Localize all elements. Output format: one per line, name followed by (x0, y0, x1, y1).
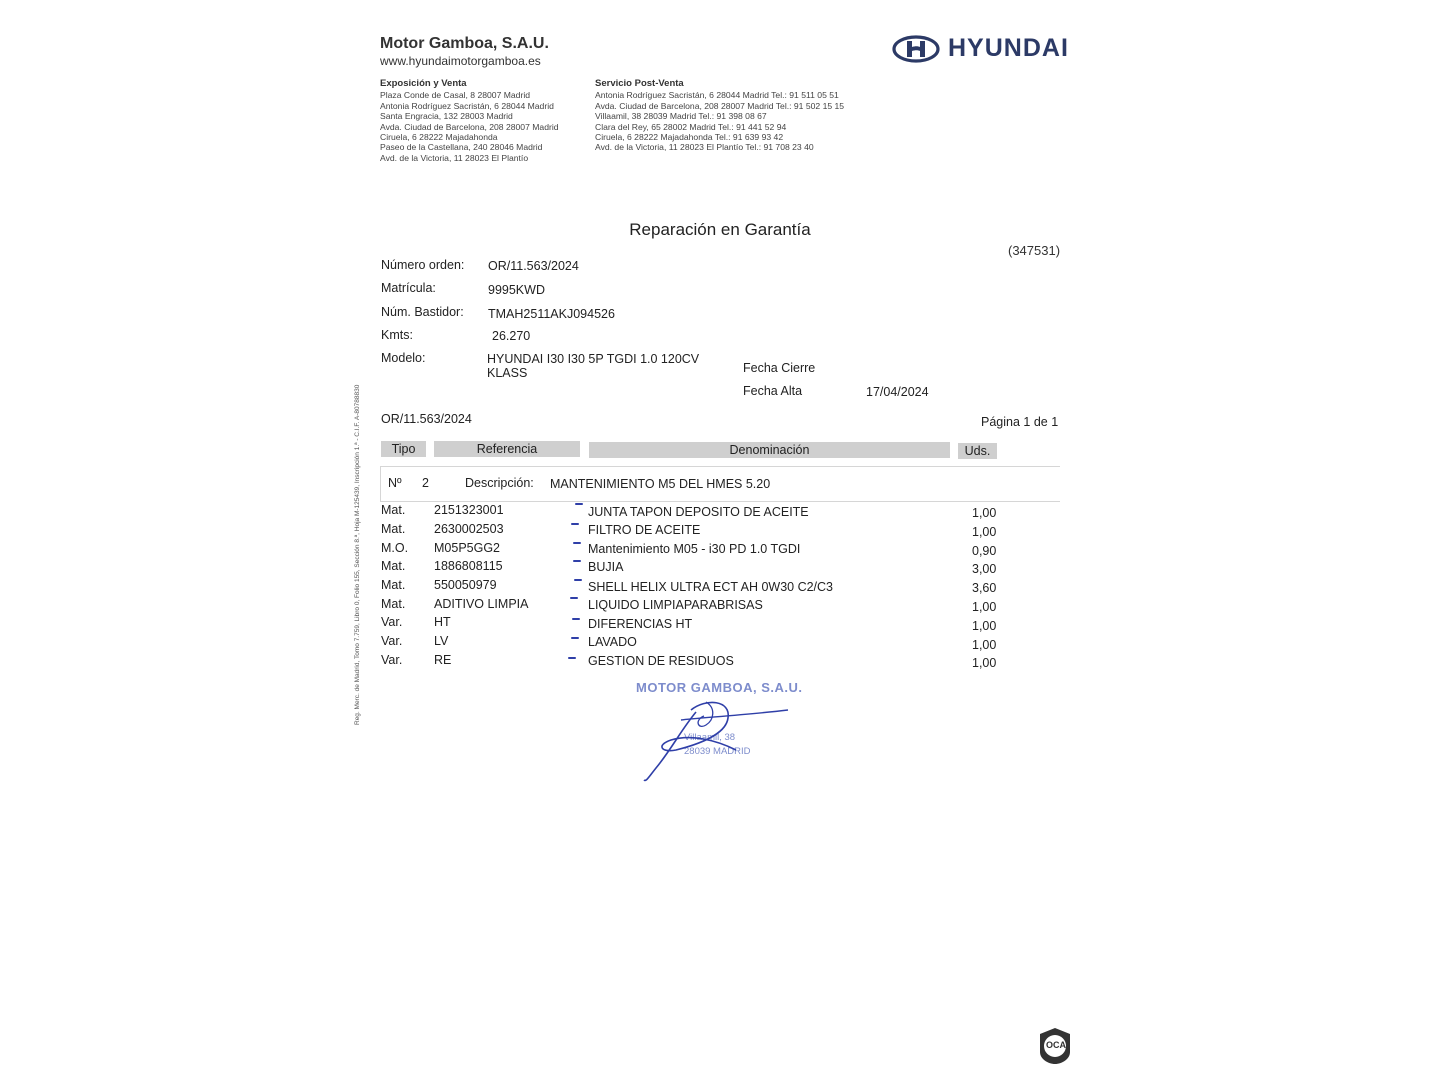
check-mark-icon (575, 503, 583, 505)
document-title: Reparación en Garantía (629, 220, 811, 239)
open-date-value: 17/04/2024 (866, 385, 929, 399)
model-value-line1: HYUNDAI I30 I30 5P TGDI 1.0 120CV (487, 352, 700, 366)
model-label: Modelo: (381, 351, 426, 365)
row-uds: 0,90 (972, 544, 997, 558)
stamp-city-line: 28039 MADRID (684, 746, 751, 757)
row-denominacion: GESTION DE RESIDUOS (588, 654, 734, 668)
kms-value: 26.270 (492, 329, 531, 343)
company-stamp (636, 680, 803, 757)
reference-code: (347531) (1008, 243, 1061, 258)
page-indicator: Página 1 de 1 (981, 415, 1059, 429)
column-header-tipo: Tipo (381, 441, 426, 457)
row-denominacion: DIFERENCIAS HT (588, 617, 693, 631)
oca-seal-text: OCA (1046, 1040, 1066, 1050)
check-mark-icon (573, 560, 581, 562)
row-tipo: Var. (381, 634, 403, 648)
plate-label: Matrícula: (381, 281, 436, 295)
service-branches (595, 79, 844, 153)
row-uds: 3,60 (972, 581, 997, 595)
column-header-denominacion: Denominación (589, 442, 950, 458)
row-tipo: Mat. (381, 559, 406, 573)
company-name: Motor Gamboa, S.A.U. (380, 35, 549, 52)
row-denominacion: LAVADO (588, 635, 637, 649)
row-denominacion: Mantenimiento M05 - i30 PD 1.0 TGDI (588, 542, 801, 556)
row-uds: 1,00 (972, 600, 997, 614)
sales-branches-title: Exposición y Venta (380, 78, 467, 89)
row-tipo: Var. (381, 615, 403, 629)
close-date-label: Fecha Cierre (743, 361, 816, 375)
chassis-value: TMAH2511AKJ094526 (488, 307, 615, 321)
kms-label: Kmts: (381, 328, 413, 342)
row-referencia: 1886808115 (434, 559, 503, 573)
check-mark-icon (571, 523, 579, 525)
check-mark-icon (572, 618, 580, 620)
check-mark-icon (573, 542, 581, 544)
row-uds: 3,00 (972, 562, 997, 576)
row-referencia: ADITIVO LIMPIA (434, 597, 529, 611)
row-tipo: Mat. (381, 503, 406, 517)
check-mark-icon (571, 637, 579, 639)
check-mark-icon (570, 597, 578, 599)
row-uds: 1,00 (972, 506, 997, 520)
order-number-label: Número orden: (381, 258, 465, 272)
service-branches-title: Servicio Post-Venta (595, 78, 684, 89)
column-header-referencia: Referencia (434, 441, 580, 457)
signature-icon (636, 690, 806, 790)
sales-branch-line: Paseo de la Castellana, 240 28046 Madrid (380, 142, 543, 153)
service-branch-line: Avd. de la Victoria, 11 28023 El Plantío Tel.: 91 708 23 40 (595, 142, 814, 153)
row-referencia: M05P5GG2 (434, 541, 501, 555)
plate-value: 9995KWD (488, 283, 545, 297)
row-uds: 1,00 (972, 525, 997, 539)
service-branch-line: Antonia Rodríguez Sacristán, 6 28044 Madrid Tel.: 91 511 05 51 (595, 90, 839, 101)
row-denominacion: BUJIA (588, 560, 624, 574)
stamp-address-line: Villaamil, 38 (684, 732, 736, 743)
description-label: Descripción: (465, 476, 534, 490)
sales-branch-line: Avd. de la Victoria, 11 28023 El Plantío (380, 152, 529, 163)
stamp-company-name: MOTOR GAMBOA, S.A.U. (636, 680, 803, 695)
row-tipo: M.O. (381, 541, 409, 555)
order-reference: OR/11.563/2024 (381, 412, 472, 426)
row-tipo: Mat. (381, 578, 406, 592)
row-tipo: Mat. (381, 522, 406, 536)
row-denominacion: SHELL HELIX ULTRA ECT AH 0W30 C2/C3 (588, 580, 834, 594)
sales-branch-line: Santa Engracia, 132 28003 Madrid (380, 111, 513, 122)
model-value-line2: KLASS (487, 366, 528, 380)
service-branch-line: Villaamil, 38 28039 Madrid Tel.: 91 398 08 67 (595, 111, 767, 122)
row-referencia: HT (434, 615, 451, 629)
service-branch-line: Ciruela, 6 28222 Majadahonda Tel.: 91 639 93 42 (595, 132, 784, 143)
sales-branch-line: Antonia Rodríguez Sacristán, 6 28044 Madrid (380, 100, 554, 111)
sales-branches (380, 79, 559, 163)
service-branch-line: Avda. Ciudad de Barcelona, 208 28007 Madrid Tel.: 91 502 15 15 (595, 100, 845, 111)
row-denominacion: LIQUIDO LIMPIAPARABRISAS (588, 598, 763, 612)
brand-logo-text: HYUNDAI (948, 34, 1069, 62)
company-website: www.hyundaimotorgamboa.es (380, 54, 541, 68)
row-referencia: 550050979 (434, 578, 497, 592)
row-tipo: Var. (381, 653, 403, 667)
certification-seal (1038, 1026, 1072, 1066)
row-denominacion: JUNTA TAPON DEPOSITO DE ACEITE (588, 505, 809, 519)
sales-branch-line: Plaza Conde de Casal, 8 28007 Madrid (380, 90, 531, 101)
row-referencia: LV (434, 634, 449, 648)
check-mark-icon (574, 579, 582, 581)
order-number-value: OR/11.563/2024 (488, 259, 579, 273)
hyundai-logo-icon (892, 35, 940, 63)
service-branch-line: Clara del Rey, 65 28002 Madrid Tel.: 91 441 52 94 (595, 121, 787, 132)
open-date-label: Fecha Alta (743, 384, 803, 398)
column-header-uds: Uds. (958, 443, 997, 459)
row-referencia: RE (434, 653, 452, 667)
brand-logo (892, 34, 1069, 63)
check-mark-icon (568, 657, 576, 659)
row-uds: 1,00 (972, 638, 997, 652)
sales-branch-line: Ciruela, 6 28222 Majadahonda (380, 132, 498, 143)
sales-branch-line: Avda. Ciudad de Barcelona, 208 28007 Madrid (380, 121, 559, 132)
registry-side-text: Reg. Merc. de Madrid, Tomo 7.759, Libro 0, Folio 155, Sección 8.ª, Hoja M-125439, Inscripción 1.ª - C.I.F. A-80788830 (354, 384, 361, 725)
description-value: MANTENIMIENTO M5 DEL HMES 5.20 (550, 477, 771, 491)
description-n-value: 2 (422, 476, 429, 490)
chassis-label: Núm. Bastidor: (381, 305, 464, 319)
row-denominacion: FILTRO DE ACEITE (588, 523, 701, 537)
row-referencia: 2151323001 (434, 503, 504, 517)
row-uds: 1,00 (972, 656, 997, 670)
description-n-label: Nº (388, 476, 402, 490)
row-uds: 1,00 (972, 619, 997, 633)
row-referencia: 2630002503 (434, 522, 504, 536)
row-tipo: Mat. (381, 597, 406, 611)
